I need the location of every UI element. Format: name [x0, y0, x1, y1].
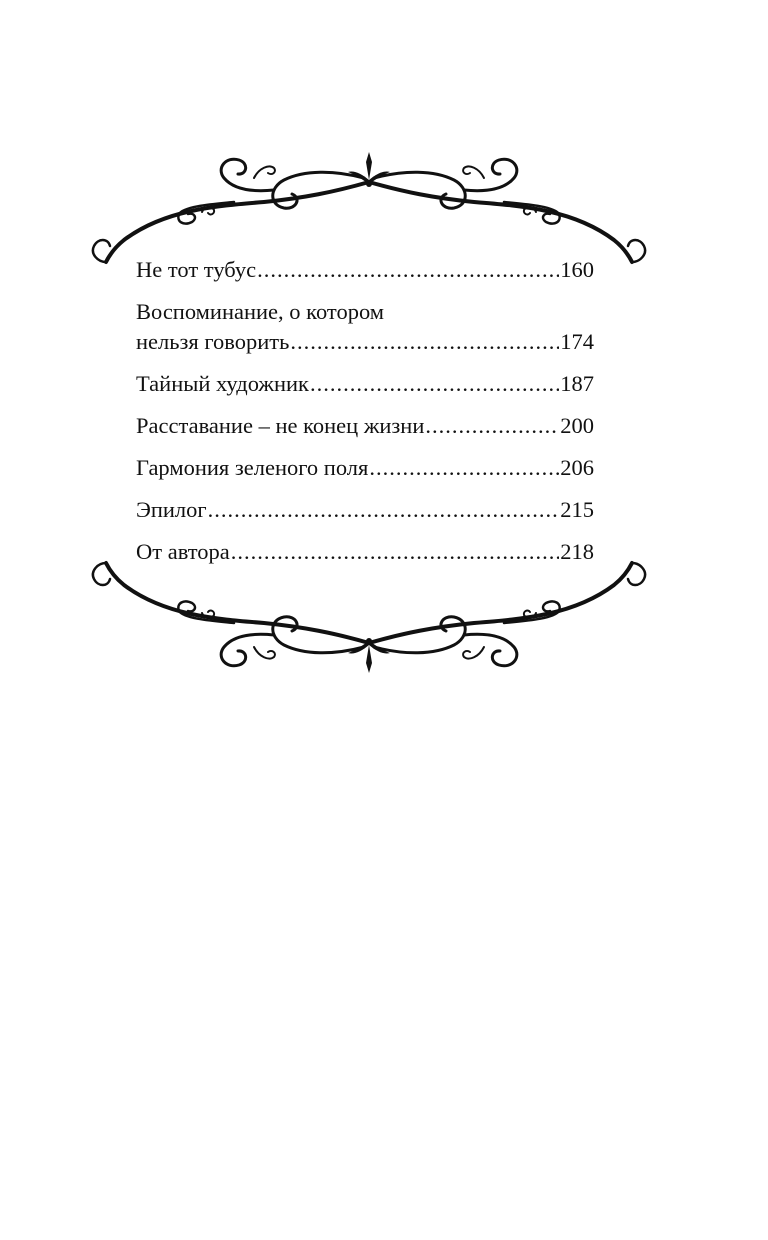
bottom-flourish-icon — [84, 550, 654, 675]
toc-entry[interactable] — [136, 411, 594, 441]
toc-entry[interactable] — [136, 255, 594, 285]
toc-entry-page: 200 — [560, 413, 594, 438]
toc-entry-title: Гармония зеленого поля — [136, 455, 369, 480]
toc-leader-dots — [310, 369, 559, 399]
toc-entry-page: 215 — [560, 497, 594, 522]
toc-leader-dots — [208, 495, 560, 525]
toc-leader-dots — [257, 255, 559, 285]
toc-entry-title: Воспоминание, о котором — [136, 299, 385, 324]
toc-leader-dots — [290, 327, 559, 357]
toc-entry-page: 160 — [560, 257, 594, 282]
toc-entry-title-continued: нельзя говорить — [136, 329, 290, 354]
toc-entry[interactable] — [136, 297, 594, 357]
toc-entry-title: Не тот тубус — [136, 257, 257, 282]
toc-leader-dots — [369, 453, 559, 483]
toc-entry-page: 218 — [560, 539, 594, 564]
toc-entry-page: 206 — [560, 455, 594, 480]
toc-entry[interactable] — [136, 369, 594, 399]
toc-entry-page: 174 — [560, 329, 594, 354]
toc-entry-title: Эпилог — [136, 497, 207, 522]
table-of-contents — [136, 255, 594, 579]
toc-entry[interactable] — [136, 453, 594, 483]
toc-entry[interactable] — [136, 495, 594, 525]
toc-entry-page: 187 — [560, 371, 594, 396]
toc-entry-title: От автора — [136, 539, 230, 564]
toc-entry-title: Расставание – не конец жизни — [136, 413, 425, 438]
toc-leader-dots — [425, 411, 559, 441]
toc-entry-title: Тайный художник — [136, 371, 309, 396]
